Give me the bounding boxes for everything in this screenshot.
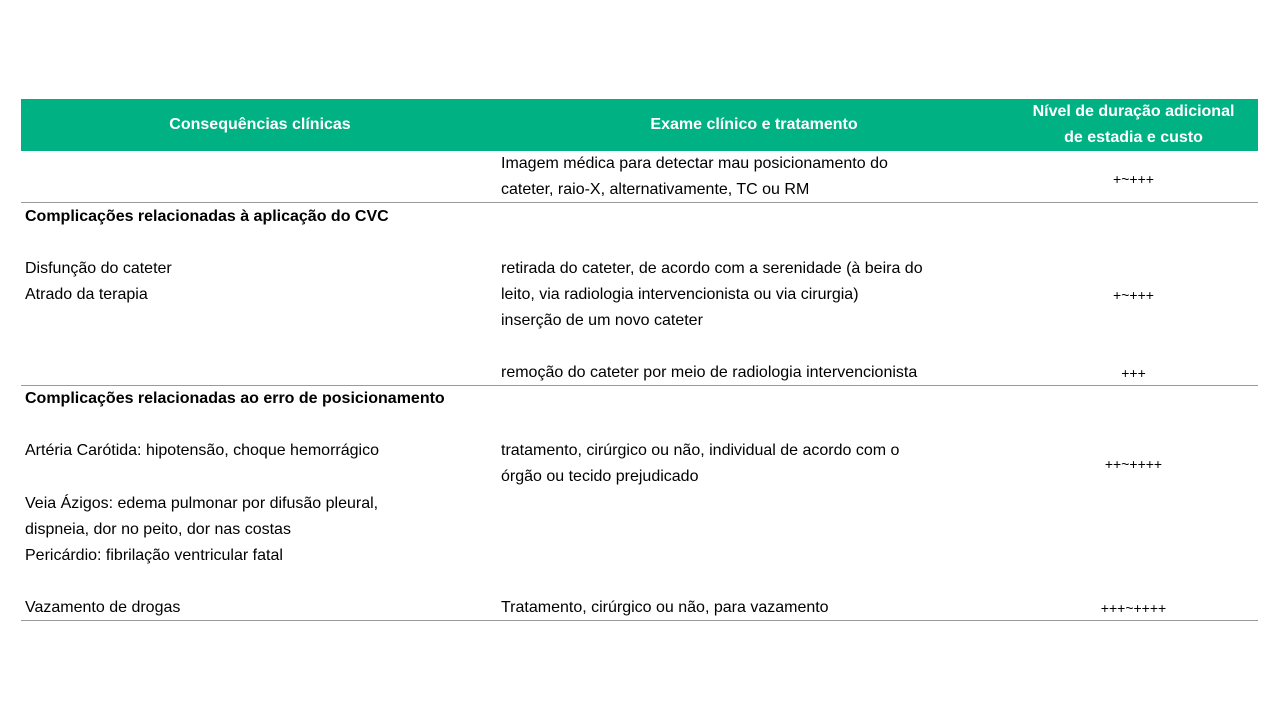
section1-consequence-line2: Atrado da terapia: [25, 286, 148, 303]
section2-azygos-line2: dispneia, dor no peito, dor nas costas: [25, 521, 291, 538]
section2-leak: Vazamento de drogas: [25, 599, 181, 616]
section1-exam-line2: leito, via radiologia intervencionista ou via cirurgia): [501, 286, 859, 303]
section2-pericardium: Pericárdio: fibrilação ventricular fatal: [25, 547, 283, 564]
row-divider: [21, 202, 1258, 203]
section2-azygos-line1: Veia Ázigos: edema pulmonar por difusão pleural,: [25, 495, 379, 512]
section2-leak-exam: Tratamento, cirúrgico ou não, para vazamento: [501, 599, 829, 616]
section1-consequence-line1: Disfunção do cateter: [25, 260, 172, 277]
row0-exam-line2: cateter, raio-X, alternativamente, TC ou RM: [501, 181, 810, 198]
section2-exam-line1: tratamento, cirúrgico ou não, individual de acordo com o: [501, 442, 900, 459]
section2-leak-level: +++~++++: [1100, 600, 1167, 616]
header-level-line1: Nível de duração adicional: [1032, 103, 1235, 120]
header-consequences: Consequências clínicas: [169, 116, 351, 133]
header-level: [1009, 99, 1258, 151]
row-divider: [21, 620, 1258, 621]
section2-level: ++~++++: [1104, 456, 1163, 472]
header-level-line2: de estadia e custo: [1064, 129, 1203, 146]
row0-level: +~+++: [1113, 171, 1154, 187]
section2-title: Complicações relacionadas ao erro de posicionamento: [25, 390, 445, 407]
section1-exam-line3: inserção de um novo cateter: [501, 312, 703, 329]
row0-exam-line1: Imagem médica para detectar mau posicionamento do: [501, 155, 888, 172]
header-exam-treatment: Exame clínico e tratamento: [650, 116, 858, 133]
section2-exam-line2: órgão ou tecido prejudicado: [501, 468, 699, 485]
section1-exam-line1: retirada do cateter, de acordo com a serenidade (à beira do: [501, 260, 923, 277]
section1-level: +~+++: [1113, 287, 1154, 303]
section1-exam-line4: remoção do cateter por meio de radiologia intervencionista: [501, 364, 918, 381]
section2-carotid: Artéria Carótida: hipotensão, choque hemorrágico: [25, 442, 379, 459]
section1-title: Complicações relacionadas à aplicação do CVC: [25, 208, 389, 225]
section1-level2: +++: [1121, 365, 1146, 381]
table-header: [21, 99, 1258, 151]
